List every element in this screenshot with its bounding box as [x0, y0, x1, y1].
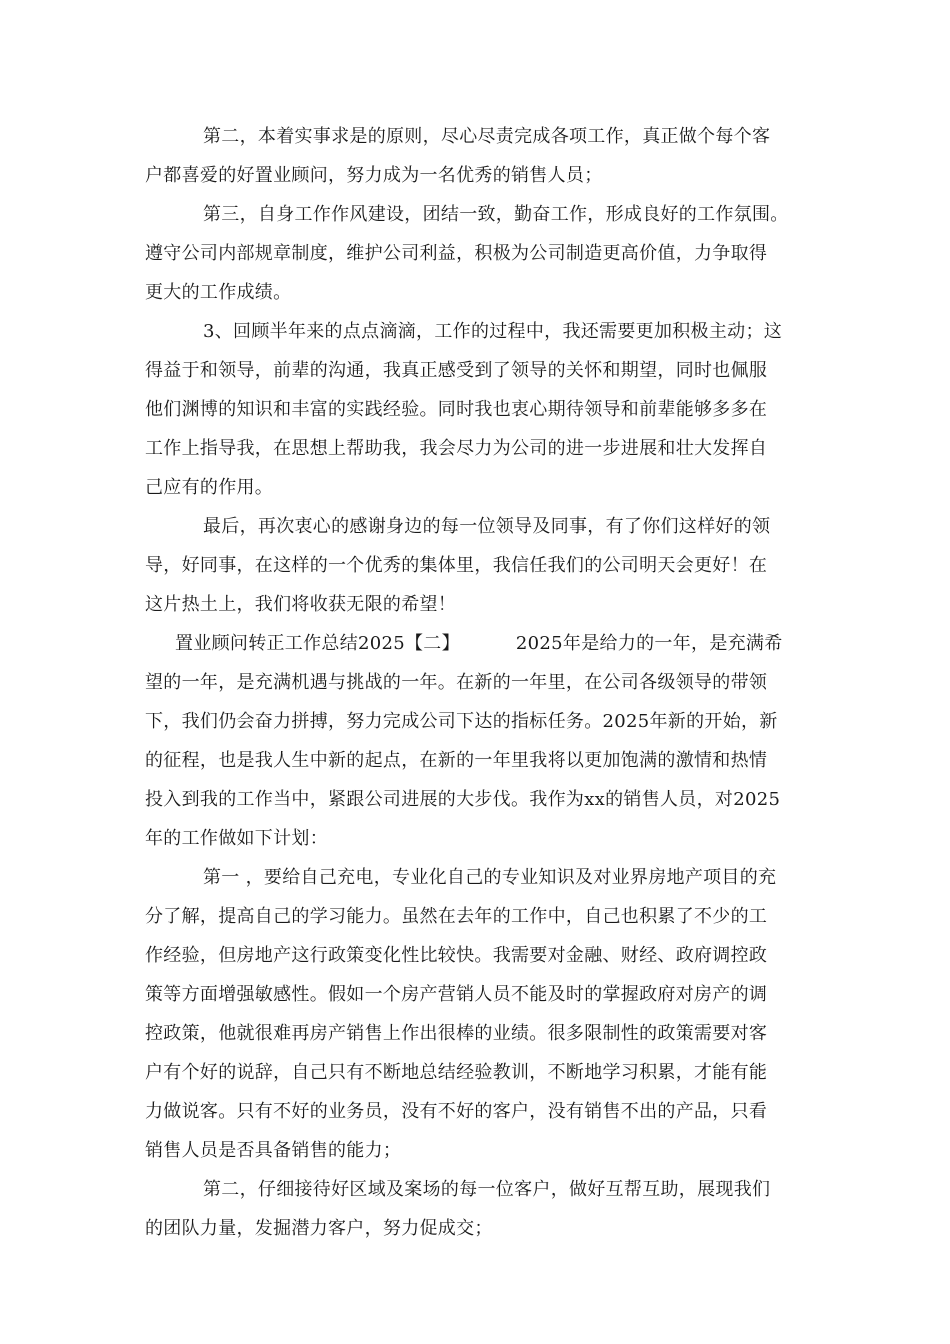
paragraph-line: 力做说客。只有不好的业务员，没有不好的客户，没有销售不出的产品，只看 [145, 1101, 768, 1122]
paragraph-line: 2025年是给力的一年，是充满希 [515, 633, 783, 654]
paragraph-line: 分了解，提高自己的学习能力。虽然在去年的工作中，自己也积累了不少的工 [145, 906, 768, 927]
paragraph-line: 第二，仔细接待好区域及案场的每一位客户，做好互帮互助，展现我们 [203, 1179, 771, 1200]
paragraph-line: 最后，再次衷心的感谢身边的每一位领导及同事，有了你们这样好的领 [203, 516, 771, 537]
paragraph-line: 户有个好的说辞，自己只有不断地总结经验教训，不断地学习积累，才能有能 [145, 1062, 768, 1083]
paragraph-line: 导，好同事，在这样的一个优秀的集体里，我信任我们的公司明天会更好！在 [145, 555, 768, 576]
paragraph-line: 得益于和领导，前辈的沟通，我真正感受到了领导的关怀和期望，同时也佩服 [145, 360, 768, 381]
paragraph-line: 的团队力量，发掘潜力客户，努力促成交； [145, 1218, 493, 1239]
paragraph-line: 第三，自身工作作风建设，团结一致，勤奋工作，形成良好的工作氛围。 [203, 204, 789, 225]
section-heading-line [145, 624, 805, 663]
paragraph-line: 控政策，他就很难再房产销售上作出很棒的业绩。很多限制性的政策需要对客 [145, 1023, 768, 1044]
paragraph-line: 第二，本着实事求是的原则，尽心尽责完成各项工作，真正做个每个客 [203, 126, 771, 147]
paragraph-line: 的征程，也是我人生中新的起点，在新的一年里我将以更加饱满的激情和热情 [145, 750, 768, 771]
paragraph-line: 更大的工作成绩。 [145, 282, 292, 303]
paragraph-line: 3、回顾半年来的点点滴滴，工作的过程中，我还需要更加积极主动；这 [203, 321, 783, 342]
paragraph-line: 销售人员是否具备销售的能力； [145, 1140, 402, 1161]
paragraph-line: 户都喜爱的好置业顾问，努力成为一名优秀的销售人员； [145, 165, 603, 186]
section-heading: 置业顾问转正工作总结2025【二】 [175, 633, 460, 654]
paragraph-line: 这片热土上，我们将收获无限的希望！ [145, 594, 457, 615]
paragraph-line: 工作上指导我，在思想上帮助我，我会尽力为公司的进一步进展和壮大发挥自 [145, 438, 768, 459]
paragraph-line: 第一 ，要给自己充电，专业化自己的专业知识及对业界房地产项目的充 [203, 867, 777, 888]
paragraph-line: 他们渊博的知识和丰富的实践经验。同时我也衷心期待领导和前辈能够多多在 [145, 399, 768, 420]
paragraph-line: 策等方面增强敏感性。假如一个房产营销人员不能及时的掌握政府对房产的调 [145, 984, 768, 1005]
paragraph-line: 望的一年，是充满机遇与挑战的一年。在新的一年里，在公司各级领导的带领 [145, 672, 768, 693]
paragraph-line: 年的工作做如下计划： [145, 828, 328, 849]
document-body [145, 117, 805, 1248]
paragraph-line: 遵守公司内部规章制度，维护公司利益，积极为公司制造更高价值，力争取得 [145, 243, 768, 264]
paragraph-line: 下，我们仍会奋力拼搏，努力完成公司下达的指标任务。2025年新的开始，新 [145, 711, 778, 732]
paragraph-line: 作经验，但房地产这行政策变化性比较快。我需要对金融、财经、政府调控政 [145, 945, 768, 966]
paragraph-line: 投入到我的工作当中，紧跟公司进展的大步伐。我作为xx的销售人员，对2025 [145, 789, 781, 810]
paragraph-line: 己应有的作用。 [145, 477, 274, 498]
